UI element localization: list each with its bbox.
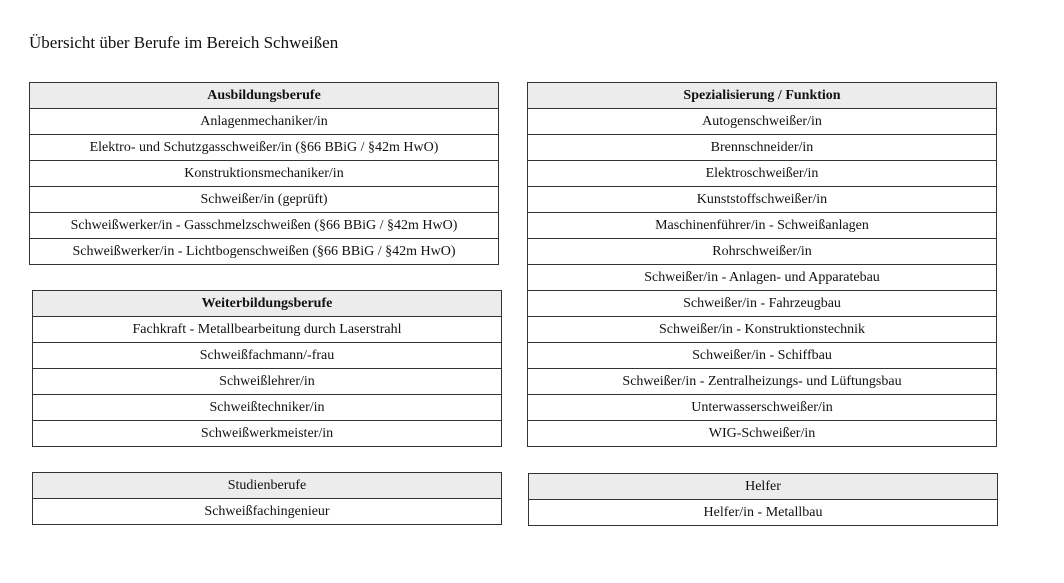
table-row: Schweißer/in - Konstruktionstechnik xyxy=(528,317,997,343)
table-row: Schweißfachmann/-frau xyxy=(33,343,502,369)
spezialisierung-table xyxy=(527,82,997,447)
table-row: Schweißer/in - Fahrzeugbau xyxy=(528,291,997,317)
weiterbildungsberufe-table xyxy=(32,290,502,447)
helfer-table xyxy=(528,473,998,526)
table-row: Schweißlehrer/in xyxy=(33,369,502,395)
page-title: Übersicht über Berufe im Bereich Schweißen xyxy=(29,33,339,52)
table-row: Schweißfachingenieur xyxy=(33,499,502,525)
table-row: Schweißwerker/in - Lichtbogenschweißen (§66 BBiG / §42m HwO) xyxy=(30,239,499,265)
studienberufe-header: Studienberufe xyxy=(33,473,502,499)
table-row: Schweißer/in - Schiffbau xyxy=(528,343,997,369)
helfer-header: Helfer xyxy=(529,474,998,500)
table-row: Elektroschweißer/in xyxy=(528,161,997,187)
table-row: Autogenschweißer/in xyxy=(528,109,997,135)
table-row: Unterwasserschweißer/in xyxy=(528,395,997,421)
table-row: Konstruktionsmechaniker/in xyxy=(30,161,499,187)
weiterbildungsberufe-header: Weiterbildungsberufe xyxy=(33,291,502,317)
table-row: Schweißtechniker/in xyxy=(33,395,502,421)
table-row: Elektro- und Schutzgasschweißer/in (§66 BBiG / §42m HwO) xyxy=(30,135,499,161)
table-row: Schweißwerker/in - Gasschmelzschweißen (§66 BBiG / §42m HwO) xyxy=(30,213,499,239)
table-row: Anlagenmechaniker/in xyxy=(30,109,499,135)
table-row: Kunststoffschweißer/in xyxy=(528,187,997,213)
table-row: Schweißer/in - Zentralheizungs- und Lüftungsbau xyxy=(528,369,997,395)
studienberufe-table xyxy=(32,472,502,525)
ausbildungsberufe-header: Ausbildungsberufe xyxy=(30,83,499,109)
spezialisierung-header: Spezialisierung / Funktion xyxy=(528,83,997,109)
table-row: Rohrschweißer/in xyxy=(528,239,997,265)
table-row: WIG-Schweißer/in xyxy=(528,421,997,447)
table-row: Schweißer/in - Anlagen- und Apparatebau xyxy=(528,265,997,291)
table-row: Helfer/in - Metallbau xyxy=(529,500,998,526)
table-row: Maschinenführer/in - Schweißanlagen xyxy=(528,213,997,239)
table-row: Schweißwerkmeister/in xyxy=(33,421,502,447)
table-row: Fachkraft - Metallbearbeitung durch Laserstrahl xyxy=(33,317,502,343)
table-row: Schweißer/in (geprüft) xyxy=(30,187,499,213)
table-row: Brennschneider/in xyxy=(528,135,997,161)
ausbildungsberufe-table xyxy=(29,82,499,265)
